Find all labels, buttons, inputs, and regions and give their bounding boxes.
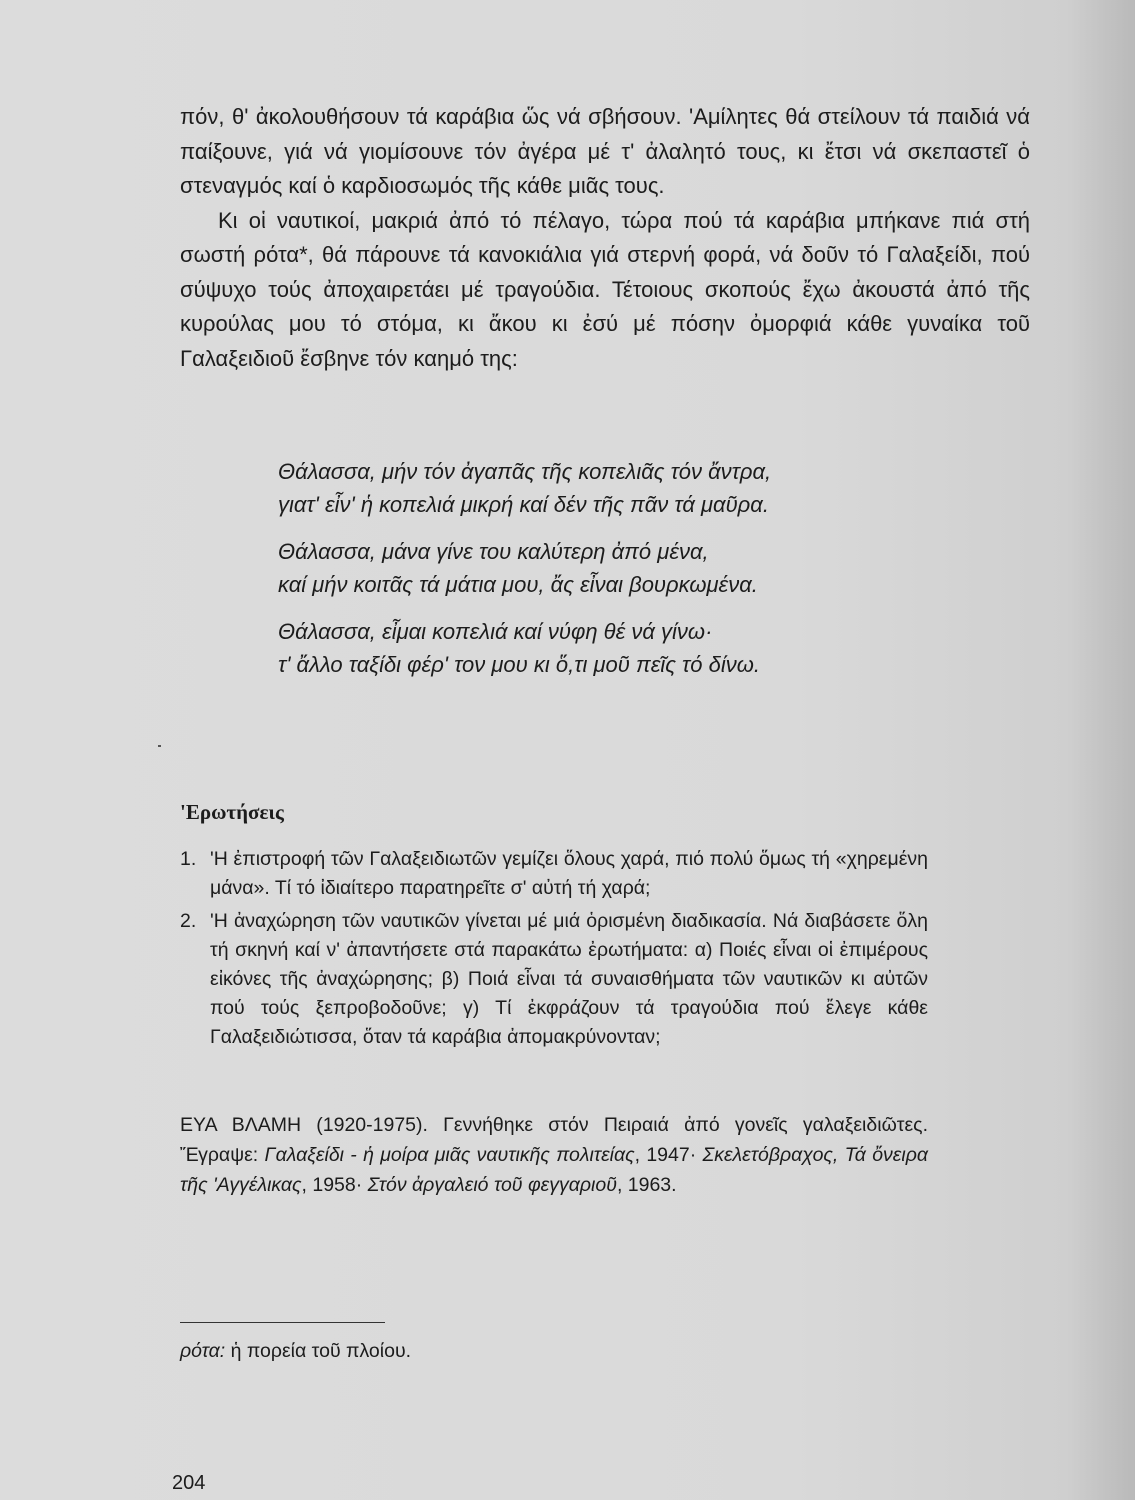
prose-text [180, 100, 1030, 376]
footnote-definition: ἡ πορεία τοῦ πλοίου. [225, 1340, 412, 1362]
bio-work-title: Γαλαξείδι - ἡ μοίρα μιᾶς ναυτικῆς πολιτείας [264, 1144, 635, 1166]
question-text: 'Η ἐπιστροφή τῶν Γαλαξειδιωτῶν γεμίζει ὅλους χαρά, πιό πολύ ὅμως τή «χηρεμένη μάνα». Τί τό ἰδιαίτερο παρατηρεῖτε σ' αὐτή τή χαρά; [210, 848, 928, 899]
margin-mark [158, 745, 161, 747]
stanza-3 [278, 615, 998, 681]
question-number: 1. [180, 848, 197, 870]
verse-line: Θάλασσα, μάνα γίνε του καλύτερη ἀπό μένα, [278, 539, 709, 564]
footnote-term: ρότα: [180, 1340, 226, 1362]
bio-work-title: Στόν ἀργαλειό τοῦ φεγγαριοῦ [367, 1174, 617, 1196]
footnote [180, 1340, 411, 1363]
bio-lead: ΕΥΑ ΒΛΑΜΗ (1920-1975). Γεννήθηκε στόν Πειραιά ἀπό γονεῖς γαλαξειδιῶτες. Ἔγραψε: [180, 1114, 928, 1166]
question-item [180, 907, 928, 1052]
questions-list [180, 845, 928, 1056]
paragraph-continued: πόν, θ' ἀκολουθήσουν τά καράβια ὥς νά σβήσουν. 'Αμίλητες θά στείλουν τά παιδιά νά παίξουνε, γιά νά γιομίσουνε τόν ἀγέρα μέ τ' ἀλαλητό τους, κι ἔτσι νά σκεπαστεῖ ὁ στεναγμός καί ὁ καρδιοσωμός τῆς κάθε μιᾶς τους. [180, 104, 1030, 198]
question-number: 2. [180, 910, 197, 932]
stanza-2 [278, 535, 998, 601]
verse-line: τ' ἄλλο ταξίδι φέρ' τον μου κι ὅ,τι μοῦ πεῖς τό δίνω. [278, 652, 760, 677]
question-item [180, 845, 928, 903]
questions-heading: 'Ερωτήσεις [180, 800, 284, 824]
verse-line: καί μήν κοιτᾶς τά μάτια μου, ἄς εἶναι βουρκωμένα. [278, 572, 758, 597]
bio-work-title: Σκελετόβραχος, Τά ὄνειρα τῆς 'Αγγέλικας [180, 1144, 928, 1196]
question-text: 'Η ἀναχώρηση τῶν ναυτικῶν γίνεται μέ μιά ὁρισμένη διαδικασία. Νά διαβάσετε ὅλη τή σκηνή καί ν' ἀπαντήσετε στά παρακάτω ἐρωτήματα: α) Ποιές εἶναι οἱ ἐπιμέρους εἰκόνες τῆς ἀναχώρησης; β) Ποιά εἶναι τά συναισθήματα τῶν ναυτικῶν κι αὐτῶν πού τούς ξεπροβοδοῦνε; γ) Τί ἐκφράζουν τά τραγούδια πού ἔλεγε κάθε Γαλαξειδιώτισσα, ὅταν τά καράβια ἀπομακρύνονταν; [210, 910, 928, 1048]
bio-year: , 1963. [616, 1174, 677, 1196]
folk-song [278, 455, 998, 695]
footnote-divider [180, 1322, 385, 1323]
bio-year: , 1947· [634, 1144, 703, 1166]
verse-line: Θάλασσα, εἶμαι κοπελιά καί νύφη θέ νά γίνω· [278, 619, 713, 644]
verse-line: Θάλασσα, μήν τόν ἀγαπᾶς τῆς κοπελιᾶς τόν ἄντρα, [278, 459, 772, 484]
stanza-1 [278, 455, 998, 521]
verse-line: γιατ' εἶν' ἡ κοπελιά μικρή καί δέν τῆς πᾶν τά μαῦρα. [278, 492, 769, 517]
bio-year: , 1958· [301, 1174, 368, 1196]
page-number: 204 [172, 1472, 206, 1494]
paragraph-sailors: Κι οἱ ναυτικοί, μακριά ἀπό τό πέλαγο, τώρα πού τά καράβια μπήκανε πιά στή σωστή ρότα*, θά πάρουνε τά κανοκιάλια γιά στερνή φορά, νά δοῦν τό Γαλαξείδι, πού σύψυχο τούς ἀποχαιρετάει μέ τραγούδια. Τέτοιους σκοπούς ἔχω ἀκουστά ἀπό τῆς κυρούλας μου τό στόμα, κι ἄκου κι ἐσύ μέ πόσην ὀμορφιά κάθε γυναίκα τοῦ Γαλαξειδιοῦ ἔσβηνε τόν καημό της: [180, 207, 1030, 371]
author-bio [180, 1110, 928, 1200]
